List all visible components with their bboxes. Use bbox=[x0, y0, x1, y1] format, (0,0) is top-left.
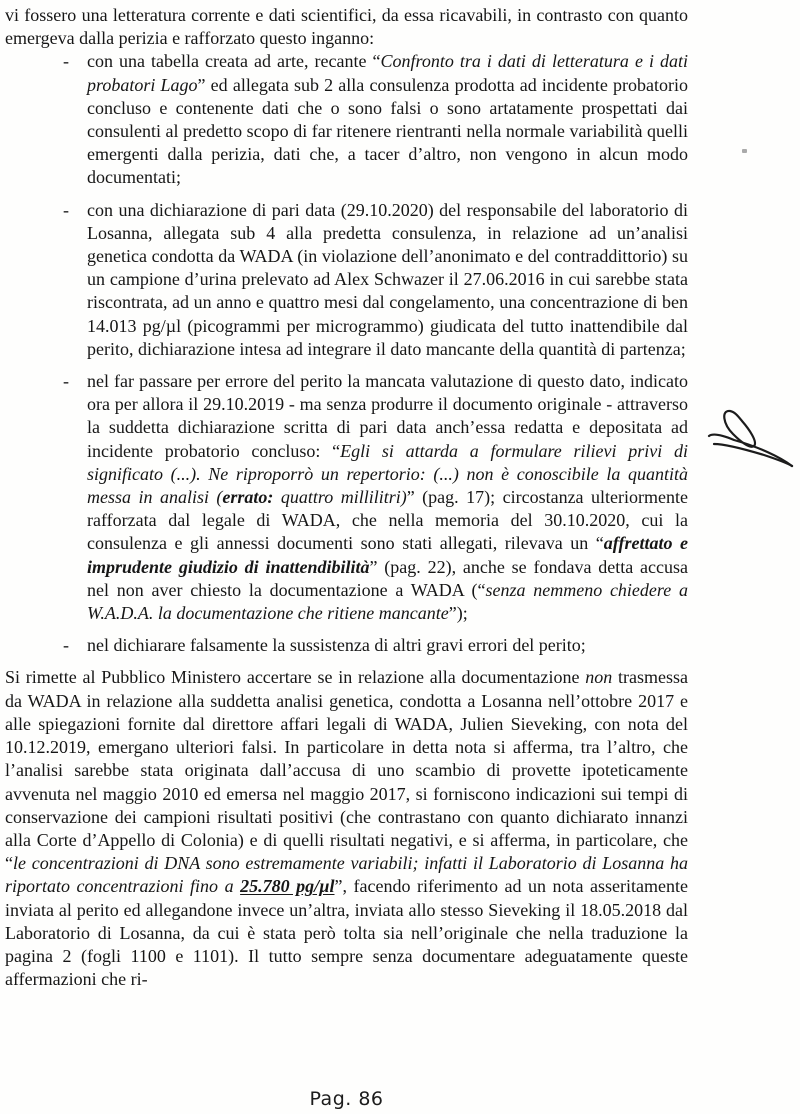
bullet-item-1 bbox=[63, 50, 688, 189]
bullet-marker: - bbox=[63, 51, 69, 72]
bullet-marker: - bbox=[63, 199, 69, 220]
bullet-marker: - bbox=[63, 371, 69, 392]
bullet-text-3: nel far passare per errore del perito la mancata valutazione di questo dato, indicato ora per allora il 29.10.2019 - ma senza produrre il documento originale - attraverso la suddetta dichiarazione scritta di pari data anch’essa redatta e depositata ad incidente probatorio concluso: “Egli si attarda a formulare rilievi privi di significato (...). Ne riproporrò un repertorio: (...) non è conoscibile la quantità messa in analisi (errato: quattro millilitri)” (pag. 17); circostanza ulteriormente rafforzata dal legale di WADA, che nella memoria del 30.10.2020, cui la consulenza e gli annessi documenti sono stati allegati, rilevava un “affrettato e imprudente giudizio di inattendibilità” (pag. 22), anche se fondava detta accusa nel non aver chiesto la documentazione a WADA (“senza nemmeno chiedere a W.A.D.A. la documentazione che ritiene mancante”); bbox=[87, 371, 689, 624]
bullet-marker: - bbox=[63, 635, 69, 656]
page-number: Pag. 86 bbox=[309, 1088, 384, 1110]
pen-stroke-mark bbox=[704, 402, 799, 480]
bullet-item-2 bbox=[63, 199, 688, 361]
bullet-item-3 bbox=[63, 370, 688, 625]
bullet-text-4: nel dichiarare falsamente la sussistenza di altri gravi errori del perito; bbox=[87, 635, 586, 656]
paragraph-closing: Si rimette al Pubblico Ministero accertare se in relazione alla documentazione non trasmessa da WADA in relazione alla suddetta analisi genetica, condotta a Losanna nell’ottobre 2017 e alle spiegazioni fornite dal direttore affari legali di WADA, Julien Sieveking, con nota del 10.12.2019, emergano ulteriori falsi. In particolare in detta nota si afferma, tra l’altro, che l’analisi sarebbe stata originata dall’accusa di uno scambio di provette ipoteticamente avvenuta nel maggio 2010 ed emersa nel maggio 2017, si forniscono indicazioni sui tempi di conservazione dei campioni risultati positivi (che contrastano con quanto dichiarato innanzi alla Corte d’Appello di Colonia) e di quelli risultati negativi, e si afferma, in particolare, che “le concentrazioni di DNA sono estremamente variabili; infatti il Laboratorio di Losanna ha riportato concentrazioni fino a 25.780 pg/µl”, facendo riferimento ad un nota asseritamente inviata al perito ed allegandone invece un’altra, inviata allo stesso Sieveking il 18.05.2018 dal Laboratorio di Losanna, da cui è stata però tolta sia nell’originale che nella traduzione la pagina 2 (fogli 1100 e 1101). Il tutto sempre senza documentare adeguatamente queste affermazioni che ri- bbox=[5, 667, 688, 990]
page-footer bbox=[5, 1088, 688, 1110]
bullet-text-1: con una tabella creata ad arte, recante “Confronto tra i dati di letteratura e i dati probatori Lago” ed allegata sub 2 alla consulenza prodotta ad incidente probatorio concluso e contenente dati che o sono falsi o sono artatamente prospettati dai consulenti al predetto scopo di far ritenere rientranti nella normale variabilità quelli emergenti dalla perizia, dati che, a tacer d’altro, non vengono in alcun modo documentati; bbox=[87, 51, 689, 188]
paragraph-intro: vi fossero una letteratura corrente e dati scientifici, da essa ricavabili, in contrasto con quanto emergeva dalla perizia e rafforzato questo inganno: bbox=[5, 5, 688, 49]
bullet-text-2: con una dichiarazione di pari data (29.10.2020) del responsabile del laboratorio di Losanna, allegata sub 4 alla predetta consulenza, in relazione ad un’analisi genetica condotta da WADA (in violazione dell’anonimato e del contraddittorio) su un campione d’urina prelevato ad Alex Schwazer il 27.06.2016 in cui sarebbe stata riscontrata, ad un anno e quattro mesi dal congelamento, una concentrazione di ben 14.013 pg/µl (picogrammi per microgrammo) giudicata del tutto inattendibile dal perito, dichiarazione intesa ad integrare il dato mancante della quantità di partenza; bbox=[87, 199, 688, 359]
bullet-item-4 bbox=[63, 634, 688, 657]
scan-speck bbox=[742, 149, 747, 153]
